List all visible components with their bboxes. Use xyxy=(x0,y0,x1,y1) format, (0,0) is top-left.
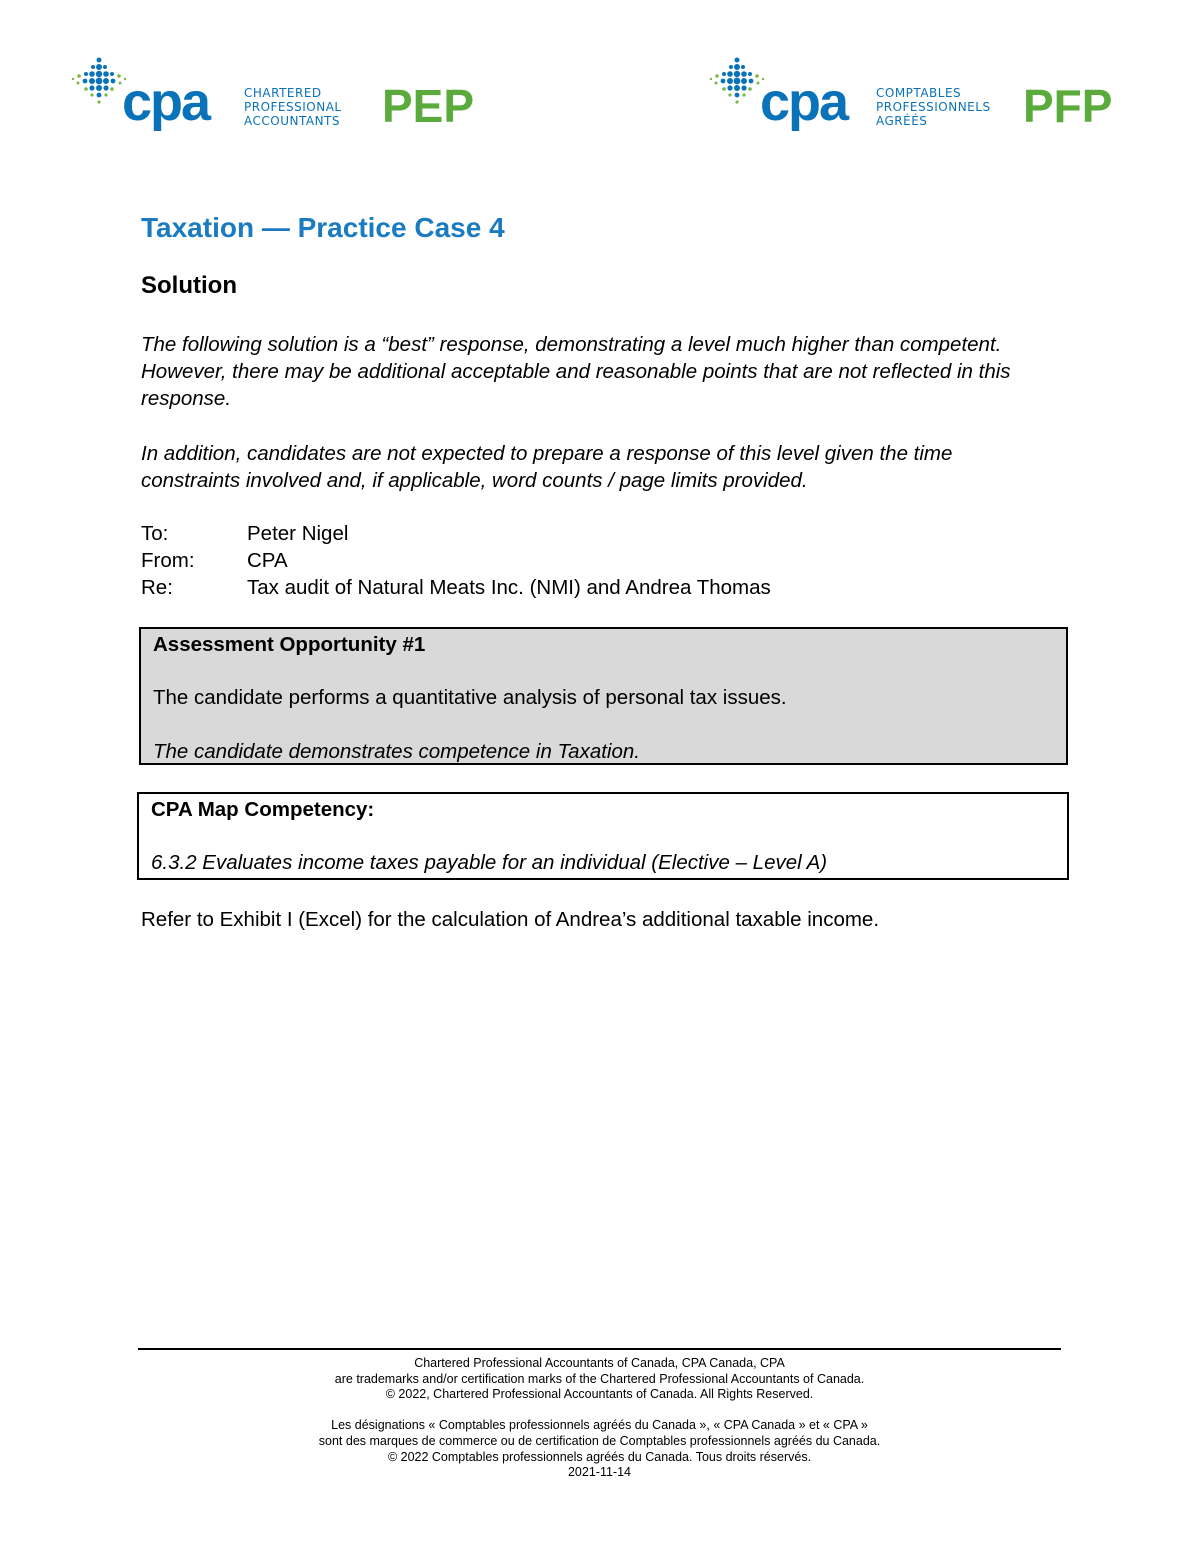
memo-label: Re: xyxy=(141,576,173,599)
memo-value: CPA xyxy=(247,549,288,572)
footer-line: Chartered Professional Accountants of Canada, CPA Canada, CPA xyxy=(414,1356,785,1370)
assessment-text: The candidate performs a quantitative analysis of personal tax issues. xyxy=(153,686,787,709)
disclaimer-paragraph: In addition, candidates are not expected to prepare a response of this level given the time constraints involved and, if applicable, word counts / page limits provided. xyxy=(141,442,953,492)
logo-tagline xyxy=(244,86,342,128)
footer-line: Les désignations « Comptables professionnels agréés du Canada », « CPA Canada » et « CPA » xyxy=(331,1418,868,1433)
exhibit-reference: Refer to Exhibit I (Excel) for the calculation of Andrea’s additional taxable income. xyxy=(141,908,880,931)
maple-leaf-icon xyxy=(70,54,128,110)
tagline-line: COMPTABLES xyxy=(876,86,962,100)
memo-from xyxy=(141,547,771,574)
competency-text: 6.3.2 Evaluates income taxes payable for an individual (Elective – Level A) xyxy=(151,851,828,874)
maple-leaf-icon xyxy=(708,54,766,110)
competency-heading: CPA Map Competency: xyxy=(151,798,375,821)
footer xyxy=(138,1356,1061,1481)
cpa-wordmark: cpa xyxy=(760,72,848,132)
section-heading: Solution xyxy=(141,272,237,299)
page-title: Taxation — Practice Case 4 xyxy=(141,212,505,243)
memo-header xyxy=(141,520,771,601)
footer-line: © 2022, Chartered Professional Accountants of Canada. All Rights Reserved. xyxy=(385,1387,814,1402)
memo-to xyxy=(141,520,771,547)
tagline-line: CHARTERED xyxy=(244,86,322,100)
tagline-line: PROFESSIONNELS xyxy=(876,100,991,114)
memo-label: From: xyxy=(141,549,195,572)
cpa-pep-logo xyxy=(70,52,500,142)
tagline-line: PROFESSIONAL xyxy=(244,100,342,114)
memo-label: To: xyxy=(141,522,169,545)
tagline-line: AGRÉÉS xyxy=(876,114,928,128)
footer-date: 2021-11-14 xyxy=(567,1465,631,1480)
footer-divider xyxy=(138,1348,1061,1350)
cpa-pfp-logo xyxy=(708,52,1128,142)
cpa-wordmark: cpa xyxy=(122,72,210,132)
program-code: PFP xyxy=(1023,80,1113,132)
assessment-opportunity-box xyxy=(139,627,1068,765)
memo-re xyxy=(141,574,771,601)
logo-tagline xyxy=(876,86,991,128)
footer-line: are trademarks and/or certification marks of the Chartered Professional Accountants of Canada. xyxy=(334,1371,865,1386)
footer-line: © 2022 Comptables professionnels agréés du Canada. Tous droits réservés. xyxy=(387,1449,812,1464)
memo-value: Peter Nigel xyxy=(247,522,349,545)
memo-value: Tax audit of Natural Meats Inc. (NMI) and Andrea Thomas xyxy=(247,576,771,599)
intro-paragraph: The following solution is a “best” response, demonstrating a level much higher than competent. However, there may be additional acceptable and reasonable points that are not reflected in this response. xyxy=(141,333,1011,410)
assessment-competence: The candidate demonstrates competence in Taxation. xyxy=(153,740,640,763)
tagline-line: ACCOUNTANTS xyxy=(244,114,340,128)
footer-line: sont des marques de commerce ou de certification de Comptables professionnels agréés du Canada. xyxy=(318,1433,881,1448)
assessment-heading: Assessment Opportunity #1 xyxy=(153,633,426,656)
program-code: PEP xyxy=(382,80,475,132)
competency-box xyxy=(137,792,1069,880)
